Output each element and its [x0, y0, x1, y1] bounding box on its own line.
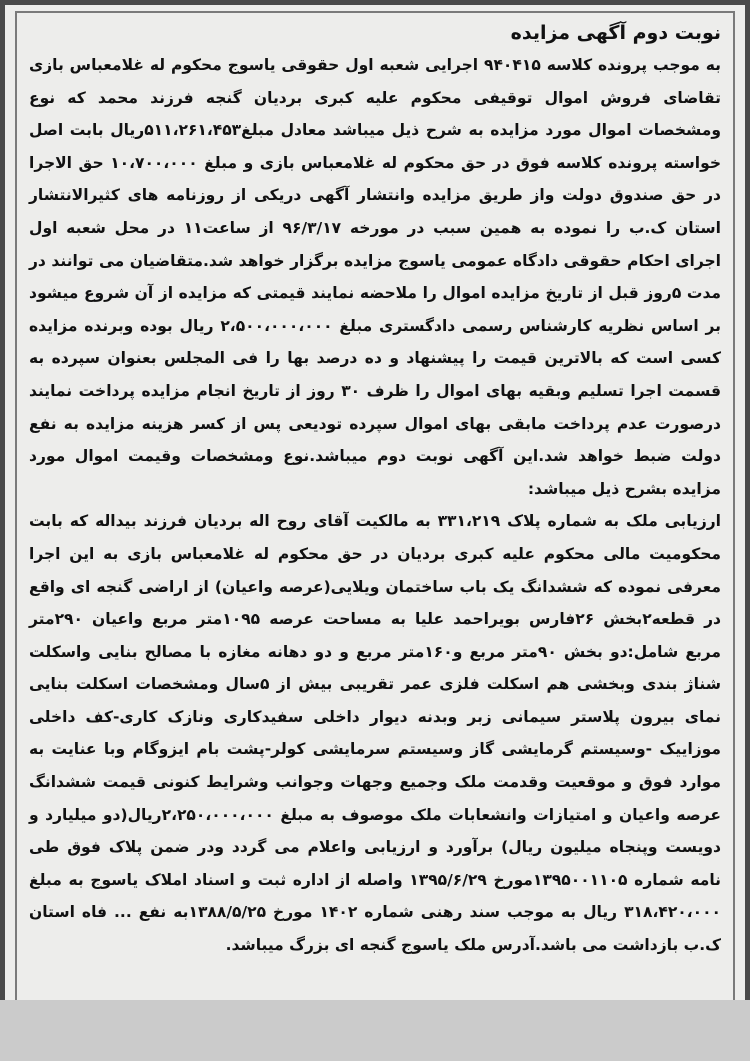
notice-frame [15, 11, 735, 1000]
page-bottom-margin [0, 1000, 750, 1061]
notice-paragraph-property-appraisal: ارزیابی ملک به شماره پلاک ۳۳۱،۲۱۹ به مالکیت آقای روح اله بردیان فرزند بیداله که بابت محکومیت مالی محکوم علیه کبری بردیان در حق محکوم له غلامعباس بازی به این اجرا معرفی نموده که ششدانگ یک باب ساختمان ویلایی(عرصه واعیان) از اراضی گنجه ای واقع در قطعه۲بخش ۲۶فارس بویراحمد علیا به مساحت عرصه ۱۰۹۵متر مربع واعیان ۲۹۰متر مربع شامل:دو بخش ۹۰متر مربع و۱۶۰متر مربع و دو دهانه مغازه با مصالح بنایی واسکلت شناژ بندی وبخشی هم اسکلت فلزی عمر تقریبی بیش از ۵سال ومشخصات اسکلت بنایی نمای بیرون پلاستر سیمانی زبر وبدنه دیوار داخلی سفیدکاری ونازک کاری-کف داخلی موزاییک -وسیستم گرمایشی گاز وسیستم سرمایشی کولر-پشت بام ایزوگام وبا عنایت به موارد فوق و موقعیت وقدمت ملک وجمیع وجهات وجوانب وشرایط کنونی قیمت ششدانگ عرصه واعیان و امتیازات وانشعابات ملک موصوف به مبلغ ۲،۲۵۰،۰۰۰،۰۰۰ریال(دو میلیارد و دویست وپنجاه میلیون ریال) برآورد و ارزیابی واعلام می گردد ودر ضمن پلاک فوق طی نامه شماره ۱۳۹۵۰۰۱۱۰۵مورخ ۱۳۹۵/۶/۲۹ واصله از اداره ثبت و اسناد املاک یاسوج به مبلغ ۳۱۸،۴۲۰،۰۰۰ ریال به موجب سند رهنی شماره ۱۴۰۲ مورخ ۱۳۸۸/۵/۲۵به نفع ... فاه استان ک.ب بازداشت می باشد.آدرس ملک یاسوج گنجه ای بزرگ میباشد. [29, 512, 722, 955]
notice-heading: نوبت دوم آگهی مزایده [510, 22, 721, 44]
notice-paragraph-auction-terms: به موجب پرونده کلاسه ۹۴۰۴۱۵ اجرایی شعبه اول حقوقی یاسوج محکوم له غلامعباس بازی تقاضای فروش اموال توقیفی محکوم علیه کبری بردیان گنجه فرزند محمد که نوع ومشخصات اموال مورد مزایده به شرح ذیل میباشد معادل مبلغ۵۱۱،۲۶۱،۴۵۳ریال بابت اصل خواسته پرونده کلاسه فوق در حق محکوم له غلامعباس بازی و مبلغ ۱۰،۷۰۰،۰۰۰ حق الاجرا در حق صندوق دولت واز طریق مزایده وانتشار آگهی دریکی از روزنامه های کثیرالانتشار استان ک.ب را نموده به همین سبب در مورخه ۹۶/۳/۱۷ از ساعت۱۱ در محل شعبه اول اجرای احکام حقوقی دادگاه عمومی یاسوج مزایده برگزار خواهد شد.متقاضیان می توانند در مدت ۵روز قبل از تاریخ مزایده اموال را ملاحضه نمایند قیمتی که مزایده از آن شروع میشود بر اساس نظریه کارشناس رسمی دادگستری مبلغ ۲،۵۰۰،۰۰۰،۰۰۰ ریال بوده وبرنده مزایده کسی است که بالاترین قیمت را پیشنهاد و ده درصد بها را فی المجلس بعنوان سپرده به قسمت اجرا تسلیم وبقیه بهای اموال را ظرف ۳۰ روز از تاریخ انجام مزایده پرداخت نمایند درصورت عدم پرداخت مابقی بهای اموال سپرده تودیعی پس از کسر هزینه مزایده به نفع دولت ضبط خواهد شد.این آگهی نوبت دوم میباشد.نوع ومشخصات وقیمت اموال مورد مزایده بشرح ذیل میباشد: [29, 56, 721, 498]
